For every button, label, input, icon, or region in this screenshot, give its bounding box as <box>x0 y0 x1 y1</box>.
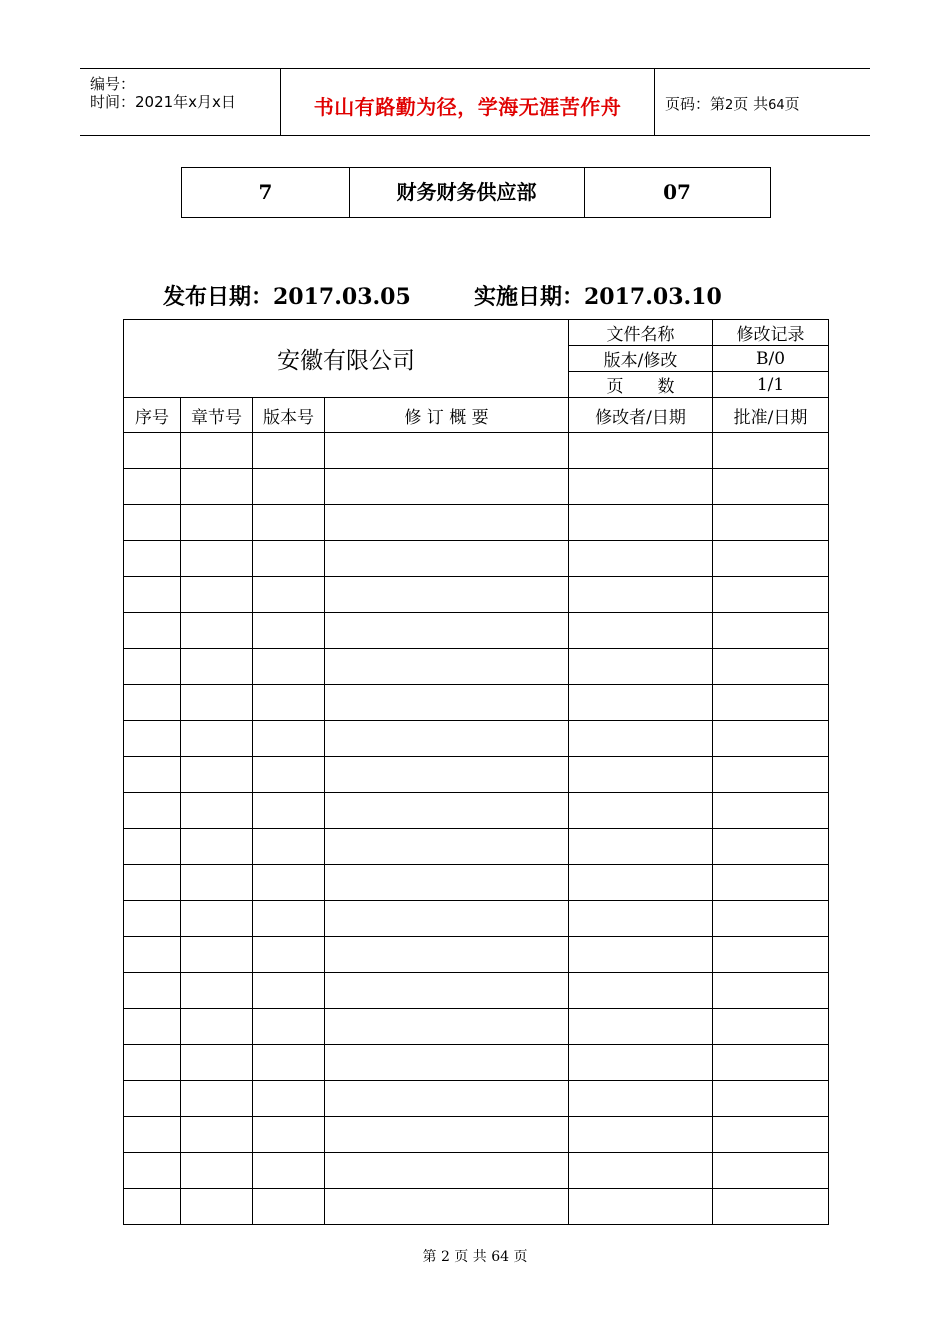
table-row <box>124 901 829 937</box>
table-cell <box>181 1153 253 1189</box>
table-cell <box>569 577 713 613</box>
table-row <box>124 1189 829 1225</box>
table-cell <box>181 937 253 973</box>
table-cell <box>253 613 325 649</box>
table-cell <box>569 1081 713 1117</box>
table-cell <box>569 901 713 937</box>
table-cell <box>325 973 569 1009</box>
table-cell <box>713 649 829 685</box>
department-table <box>181 167 771 218</box>
table-cell <box>713 865 829 901</box>
table-cell <box>713 1117 829 1153</box>
table-cell <box>713 613 829 649</box>
table-cell <box>569 649 713 685</box>
table-cell <box>713 577 829 613</box>
table-cell <box>181 793 253 829</box>
table-cell <box>713 1045 829 1081</box>
table-row <box>124 541 829 577</box>
header-motto: 书山有路勤为径，学海无涯苦作舟 <box>313 95 622 119</box>
table-cell <box>325 577 569 613</box>
table-cell <box>253 469 325 505</box>
table-cell <box>181 721 253 757</box>
table-row <box>124 937 829 973</box>
table-row <box>124 1009 829 1045</box>
table-cell <box>325 505 569 541</box>
table-cell <box>124 937 181 973</box>
table-cell <box>181 541 253 577</box>
table-cell <box>713 721 829 757</box>
table-cell <box>124 1189 181 1225</box>
table-cell <box>181 829 253 865</box>
table-cell <box>124 829 181 865</box>
table-cell <box>253 973 325 1009</box>
revision-table <box>123 319 829 1225</box>
table-row <box>124 1081 829 1117</box>
table-cell <box>181 1117 253 1153</box>
table-cell <box>124 649 181 685</box>
table-cell <box>325 721 569 757</box>
table-cell <box>325 793 569 829</box>
table-row <box>124 433 829 469</box>
table-cell <box>713 1153 829 1189</box>
table-cell <box>325 1045 569 1081</box>
info-value: 修改记录 <box>713 320 829 346</box>
table-cell <box>181 469 253 505</box>
table-cell <box>325 685 569 721</box>
department-code: 07 <box>663 180 691 204</box>
table-cell <box>325 1153 569 1189</box>
table-cell <box>569 541 713 577</box>
table-cell <box>124 469 181 505</box>
table-cell <box>181 433 253 469</box>
table-cell <box>253 865 325 901</box>
table-cell <box>325 937 569 973</box>
table-cell <box>181 613 253 649</box>
table-cell <box>713 433 829 469</box>
table-cell <box>124 1045 181 1081</box>
table-cell <box>124 613 181 649</box>
column-header: 章节号 <box>181 398 253 433</box>
table-cell <box>569 865 713 901</box>
info-label: 页 数 <box>569 372 713 398</box>
table-cell <box>181 1081 253 1117</box>
table-cell <box>181 505 253 541</box>
table-cell <box>124 1117 181 1153</box>
department-number: 7 <box>182 168 350 217</box>
table-cell <box>253 505 325 541</box>
table-cell <box>124 757 181 793</box>
table-cell <box>569 721 713 757</box>
table-cell <box>569 505 713 541</box>
table-cell <box>569 1189 713 1225</box>
table-cell <box>713 685 829 721</box>
table-cell <box>124 901 181 937</box>
table-cell <box>569 1045 713 1081</box>
table-cell <box>325 829 569 865</box>
table-row <box>124 685 829 721</box>
table-cell <box>713 937 829 973</box>
table-row <box>124 1045 829 1081</box>
table-cell <box>253 1045 325 1081</box>
table-cell <box>124 541 181 577</box>
table-cell <box>253 721 325 757</box>
table-cell <box>569 469 713 505</box>
table-cell <box>181 973 253 1009</box>
column-header-row <box>124 398 829 433</box>
department-name: 财务财务供应部 <box>349 168 585 217</box>
table-cell <box>124 1009 181 1045</box>
table-cell <box>325 1009 569 1045</box>
table-row <box>124 649 829 685</box>
table-cell <box>325 469 569 505</box>
table-cell <box>124 577 181 613</box>
table-cell <box>253 577 325 613</box>
table-cell <box>569 1009 713 1045</box>
table-cell <box>713 541 829 577</box>
table-cell <box>253 1081 325 1117</box>
table-cell <box>569 433 713 469</box>
table-cell <box>253 901 325 937</box>
table-cell <box>569 973 713 1009</box>
table-cell <box>253 1153 325 1189</box>
table-row <box>124 1153 829 1189</box>
table-cell <box>713 469 829 505</box>
table-cell <box>713 793 829 829</box>
table-cell <box>124 1081 181 1117</box>
column-header: 版本号 <box>253 398 325 433</box>
company-name: 安徽有限公司 <box>124 320 569 398</box>
table-cell <box>253 649 325 685</box>
info-label: 版本/修改 <box>569 346 713 372</box>
table-cell <box>124 973 181 1009</box>
table-cell <box>124 433 181 469</box>
table-cell <box>253 937 325 973</box>
table-cell <box>325 433 569 469</box>
info-value: B/0 <box>713 346 829 372</box>
table-cell <box>325 901 569 937</box>
table-row <box>124 793 829 829</box>
table-cell <box>325 1117 569 1153</box>
table-cell <box>713 757 829 793</box>
table-cell <box>181 1189 253 1225</box>
table-cell <box>325 865 569 901</box>
table-cell <box>713 901 829 937</box>
table-cell <box>181 757 253 793</box>
table-cell <box>181 865 253 901</box>
table-row <box>124 613 829 649</box>
table-cell <box>181 1009 253 1045</box>
header-meta-cell <box>80 69 281 135</box>
table-cell <box>253 829 325 865</box>
table-cell <box>181 1045 253 1081</box>
table-cell <box>569 685 713 721</box>
table-cell <box>713 829 829 865</box>
table-cell <box>124 721 181 757</box>
table-cell <box>181 649 253 685</box>
table-cell <box>124 793 181 829</box>
table-cell <box>253 757 325 793</box>
publish-date: 发布日期：2017.03.05 <box>163 284 411 310</box>
table-cell <box>713 1009 829 1045</box>
table-cell <box>124 865 181 901</box>
table-cell <box>569 757 713 793</box>
document-time-label: 时间：2021年x月x日 <box>90 93 236 111</box>
table-row <box>124 721 829 757</box>
table-cell <box>181 901 253 937</box>
header-page-indicator: 页码：第2页 共64页 <box>665 95 800 113</box>
table-cell <box>253 793 325 829</box>
table-cell <box>124 1153 181 1189</box>
header-page-cell <box>655 69 870 135</box>
table-cell <box>569 613 713 649</box>
table-row <box>124 865 829 901</box>
header-motto-cell <box>281 69 655 135</box>
table-cell <box>253 433 325 469</box>
table-row <box>124 973 829 1009</box>
table-row <box>124 1117 829 1153</box>
table-cell <box>325 757 569 793</box>
table-cell <box>713 505 829 541</box>
column-header: 修 订 概 要 <box>325 398 569 433</box>
table-row <box>124 829 829 865</box>
table-cell <box>253 1009 325 1045</box>
column-header: 修改者/日期 <box>569 398 713 433</box>
table-cell <box>325 1081 569 1117</box>
table-cell <box>181 577 253 613</box>
table-cell <box>253 1189 325 1225</box>
table-cell <box>569 1117 713 1153</box>
table-cell <box>713 1081 829 1117</box>
table-cell <box>569 937 713 973</box>
table-cell <box>569 793 713 829</box>
table-cell <box>325 541 569 577</box>
page-header <box>80 68 870 136</box>
table-cell <box>124 685 181 721</box>
page-footer: 第 2 页 共 64 页 <box>422 1249 528 1265</box>
table-cell <box>325 613 569 649</box>
table-cell <box>253 1117 325 1153</box>
table-cell <box>253 541 325 577</box>
table-cell <box>569 829 713 865</box>
table-cell <box>181 685 253 721</box>
table-row <box>124 505 829 541</box>
implement-date: 实施日期：2017.03.10 <box>474 284 722 310</box>
document-number-label: 编号： <box>90 75 136 93</box>
table-row <box>124 757 829 793</box>
table-cell <box>253 685 325 721</box>
table-cell <box>325 649 569 685</box>
column-header: 序号 <box>124 398 181 433</box>
info-value: 1/1 <box>713 372 829 398</box>
table-cell <box>713 1189 829 1225</box>
table-row <box>124 577 829 613</box>
table-cell <box>124 505 181 541</box>
table-cell <box>325 1189 569 1225</box>
table-row <box>124 469 829 505</box>
table-cell <box>713 973 829 1009</box>
table-cell <box>569 1153 713 1189</box>
info-label: 文件名称 <box>569 320 713 346</box>
column-header: 批准/日期 <box>713 398 829 433</box>
